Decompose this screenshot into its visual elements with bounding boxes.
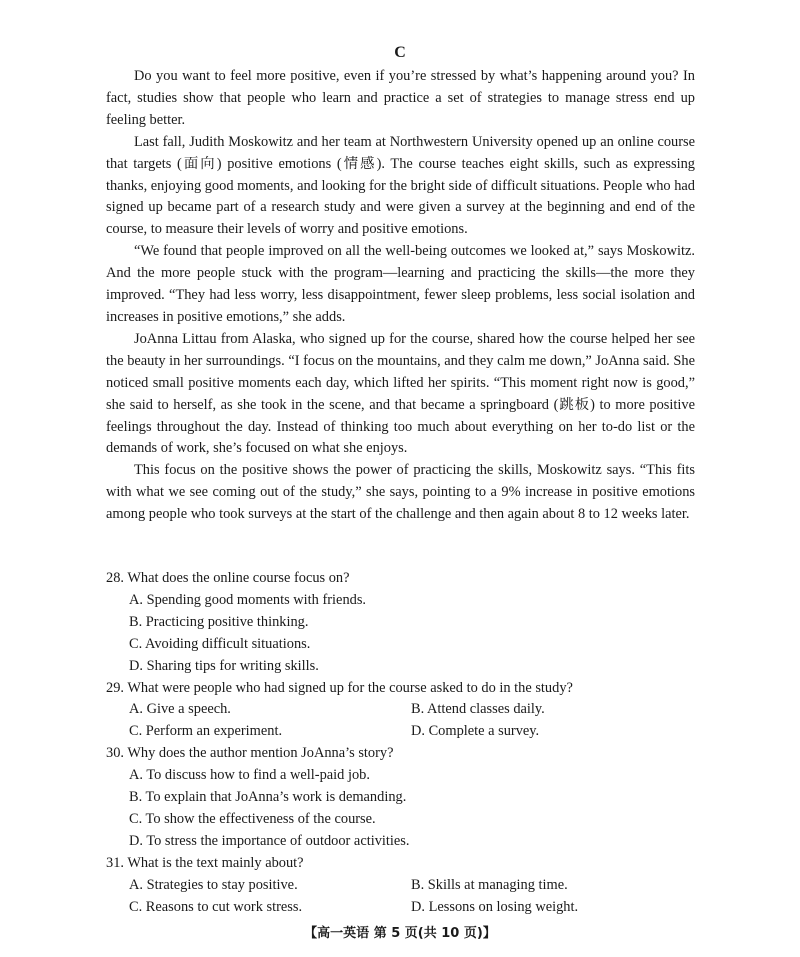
passage-paragraph: This focus on the positive shows the power of practicing the skills, Moskowitz says. “This fits with what we see coming out of the study,” she says, pointing to a 9% increase in positive emotions among people who took surveys at the start of the challenge and then again about 8 to 12 weeks later.	[106, 462, 695, 523]
option-d: D. Complete a survey.	[411, 723, 540, 740]
question-31	[106, 853, 695, 919]
option-c: C. Avoiding difficult situations.	[129, 635, 311, 652]
passage-paragraph: JoAnna Littau from Alaska, who signed up for the course, shared how the course helped her see the beauty in her surroundings. “I focus on the mountains, and they calm me down,” JoAnna said. She noticed small positive moments each day, which lifted her spirits. “This moment right now is good,” she said to herself, as she took in the scene, and that became a springboard (跳板) to more positive feelings throughout the day. Instead of thinking too much about everything on her to-do list or the demands of work, she’s focused on what she enjoys.	[106, 330, 695, 457]
option-b: B. Skills at managing time.	[411, 876, 568, 893]
option-c: C. Perform an experiment.	[129, 723, 283, 740]
option-c: C. Reasons to cut work stress.	[129, 898, 303, 915]
option-b: B. To explain that JoAnna’s work is demanding.	[129, 789, 407, 806]
passage-paragraph: Do you want to feel more positive, even if you’re stressed by what’s happening around you? In fact, studies show that people who learn and practice a set of strategies to manage stress end up feeling better.	[106, 68, 695, 128]
option-b: B. Practicing positive thinking.	[129, 613, 309, 630]
option-a: A. Strategies to stay positive.	[129, 876, 298, 893]
option-c: C. To show the effectiveness of the course.	[129, 810, 376, 827]
question-28	[106, 568, 695, 678]
question-stem: 29. What were people who had signed up for the course asked to do in the study?	[106, 679, 573, 696]
question-stem: 28. What does the online course focus on?	[106, 570, 350, 586]
passage-paragraph: Last fall, Judith Moskowitz and her team at Northwestern University opened up an online course that targets (面向) positive emotions (情感). The course teaches eight skills, such as expressing thanks, enjoying good moments, and looking for the bright side of difficult situations. People who had signed up became part of a research study and were given a survey at the beginning and end of the course, to measure their levels of worry and positive emotions.	[106, 133, 695, 238]
option-row	[129, 721, 695, 743]
option-list	[106, 590, 695, 678]
question-29	[106, 678, 695, 744]
option-d: D. Sharing tips for writing skills.	[129, 657, 319, 674]
question-30	[106, 743, 695, 853]
option-row	[129, 875, 695, 897]
option-a: A. Give a speech.	[129, 701, 231, 718]
page-footer: 【高一英语 第 5 页(共 10 页)】	[304, 926, 496, 941]
option-b: B. Attend classes daily.	[411, 701, 545, 718]
option-d: D. To stress the importance of outdoor activities.	[129, 832, 410, 849]
option-row	[129, 897, 695, 919]
option-list	[106, 875, 695, 919]
question-stem: 30. Why does the author mention JoAnna’s story?	[106, 745, 394, 762]
question-list	[106, 568, 695, 919]
option-list	[106, 699, 695, 743]
question-stem: 31. What is the text mainly about?	[106, 854, 304, 871]
option-a: A. Spending good moments with friends.	[129, 591, 367, 608]
option-row	[129, 699, 695, 721]
option-list	[106, 765, 695, 853]
option-d: D. Lessons on losing weight.	[411, 898, 579, 915]
passage-paragraph: “We found that people improved on all the well-being outcomes we looked at,” says Moskowitz. And the more people stuck with the program—learning and practicing the skills—the more they improved. “They had less worry, less disappointment, fewer sleep problems, less social isolation and increases in positive emotions,” she adds.	[106, 243, 695, 325]
option-a: A. To discuss how to find a well-paid job.	[129, 767, 370, 784]
reading-passage	[106, 66, 695, 526]
section-heading: C	[394, 44, 406, 61]
